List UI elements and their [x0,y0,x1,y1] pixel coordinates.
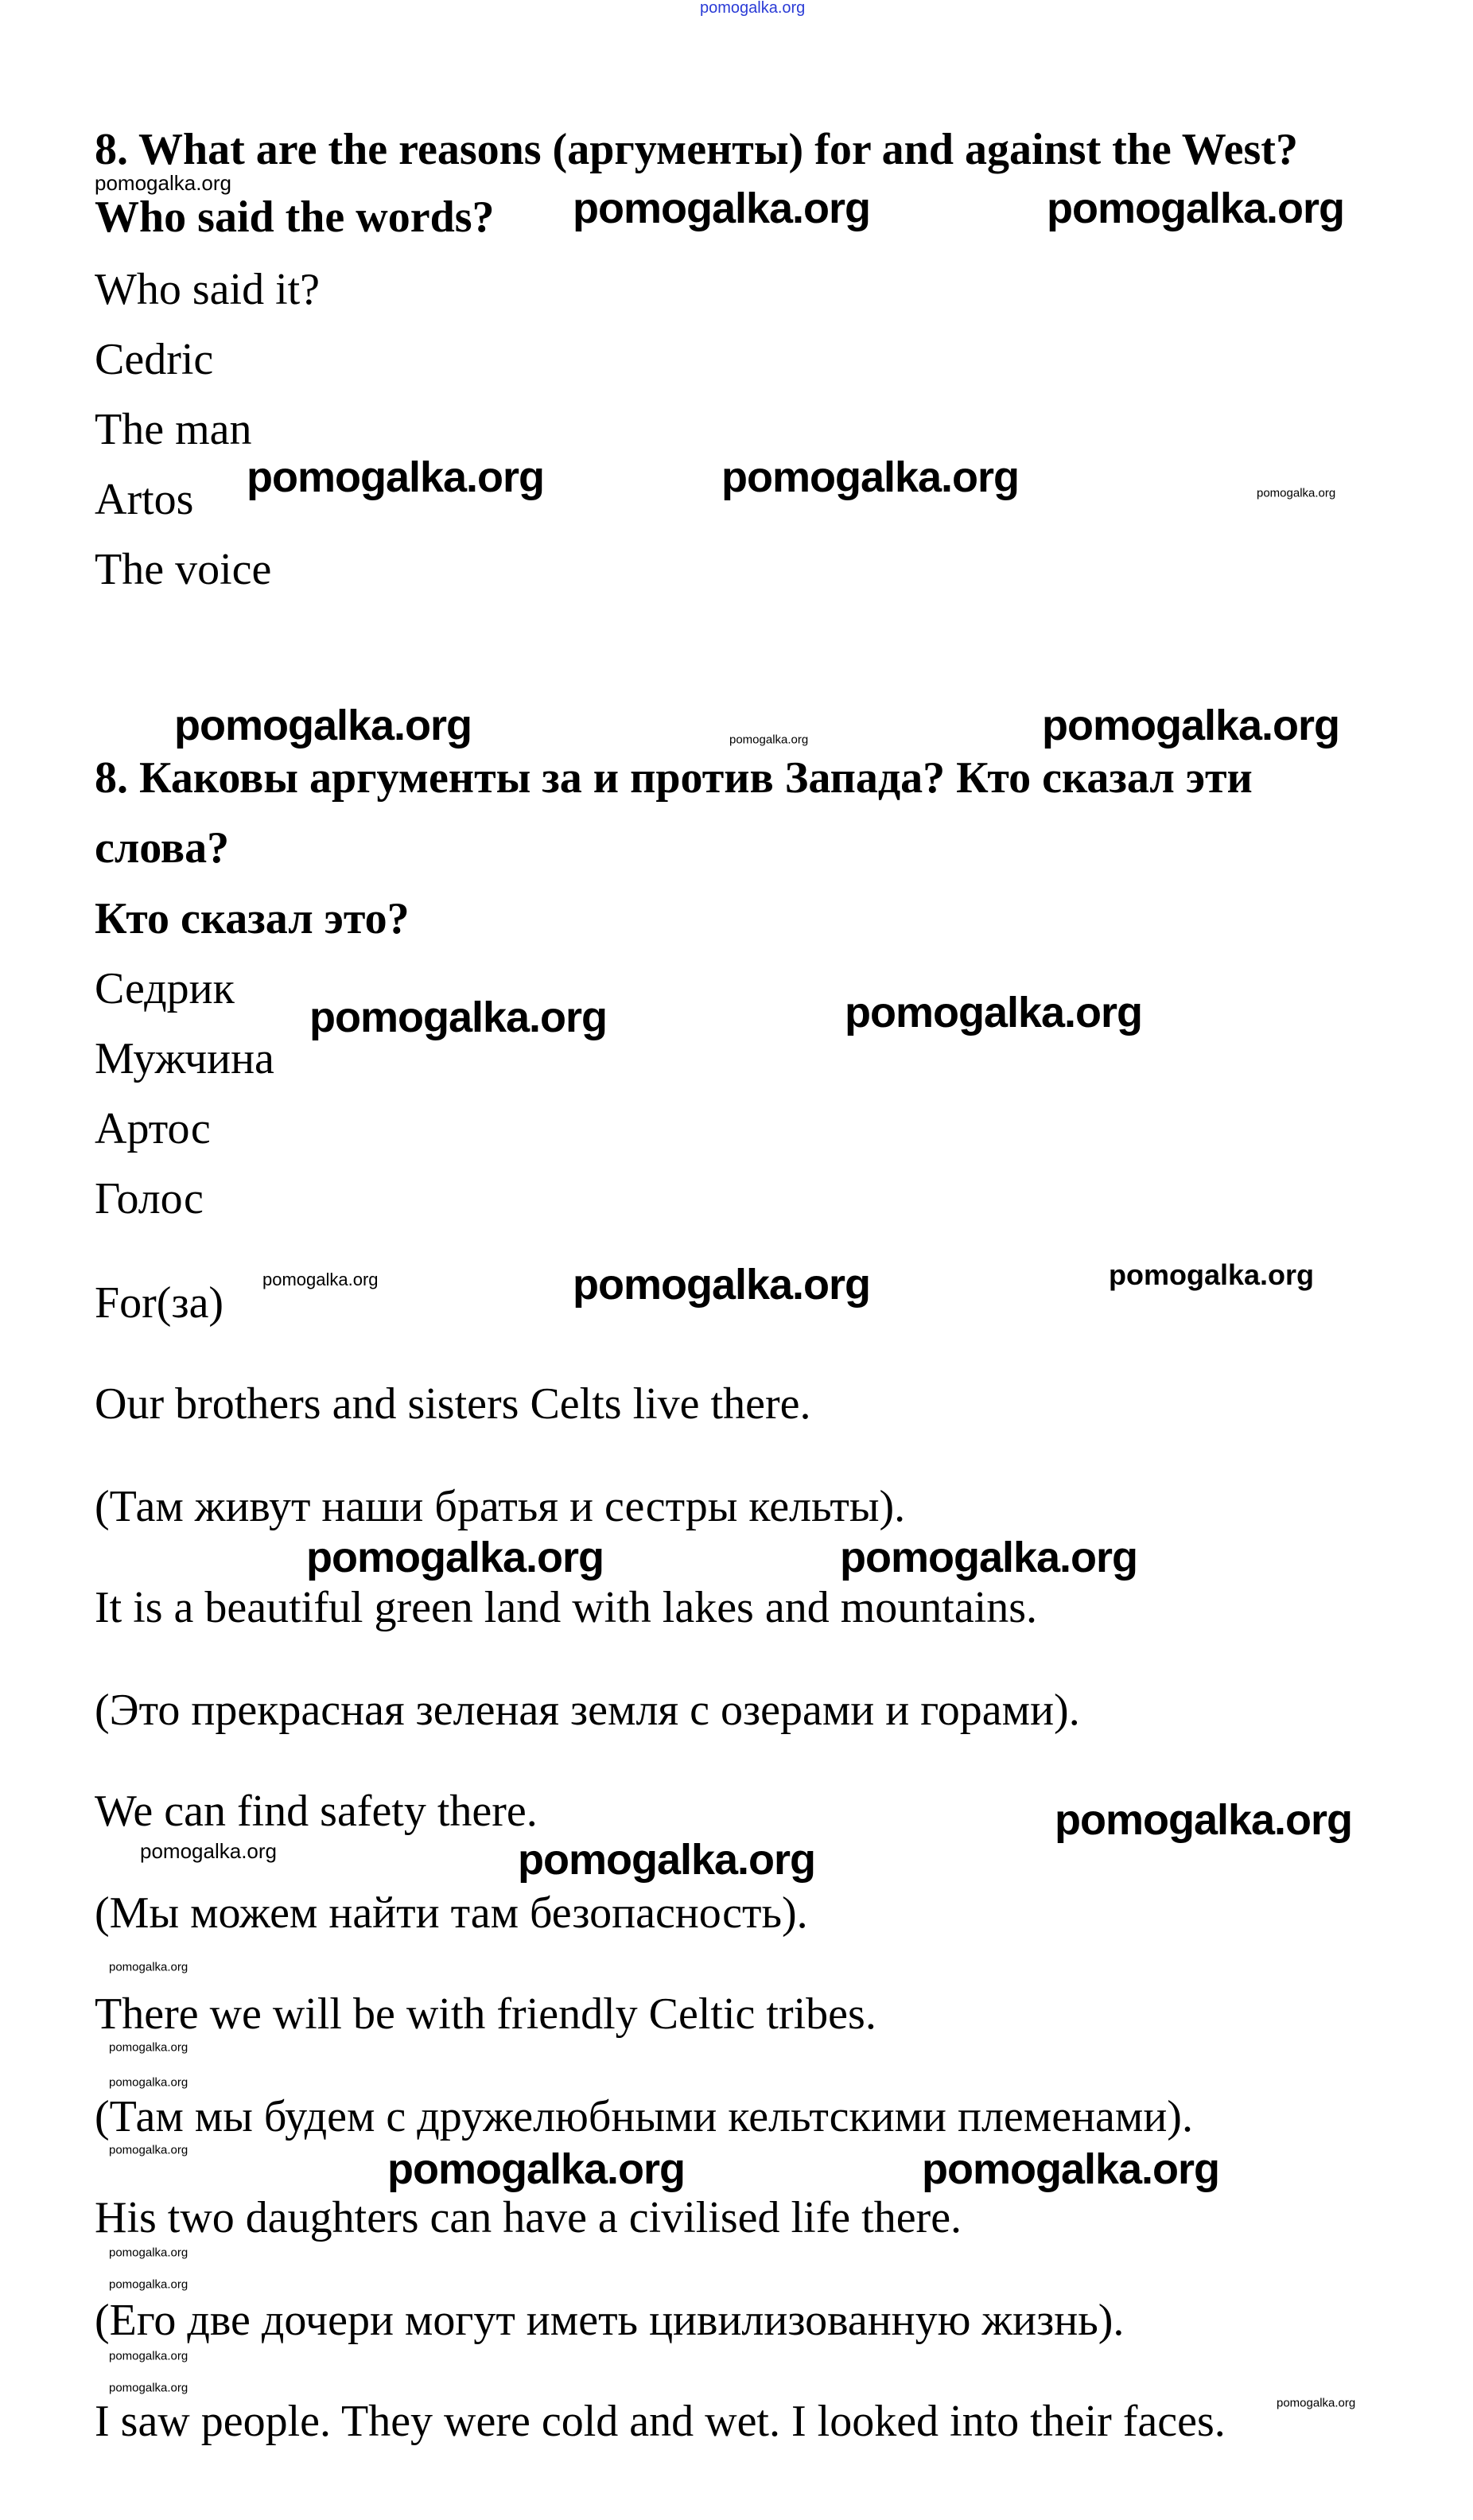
watermark: pomogalka.org [1257,486,1336,500]
answer-line: It is a beautiful green land with lakes and mountains. [95,1583,1038,1632]
watermark: pomogalka.org [109,2040,188,2055]
watermark: pomogalka.org [109,1960,188,1974]
watermark: pomogalka.org [109,2075,188,2090]
list-item: Who said it? [95,265,321,314]
watermark: pomogalka.org [700,0,806,17]
watermark: pomogalka.org [573,1261,871,1309]
list-item: Голос [95,1174,204,1223]
question-heading: 8. What are the reasons (аргументы) for and against the West? [95,125,1298,174]
list-item: Cedric [95,335,214,384]
watermark: pomogalka.org [840,1534,1138,1581]
watermark: pomogalka.org [306,1534,604,1581]
list-item: Артос [95,1104,211,1153]
watermark: pomogalka.org [1277,2396,1356,2410]
list-item: The man [95,405,252,454]
watermark: pomogalka.org [140,1839,277,1863]
answer-line: (Там живут наши братья и сестры кельты). [95,1482,906,1531]
answer-line: (Это прекрасная зеленая земля с озерами и горами). [95,1686,1080,1735]
question-subheading: Who said the words? [95,192,495,242]
watermark: pomogalka.org [174,702,472,749]
watermark: pomogalka.org [109,2381,188,2395]
watermark: pomogalka.org [1055,1796,1353,1844]
answer-line: (Его две дочери могут иметь цивилизованную жизнь). [95,2296,1125,2345]
list-item: The voice [95,545,272,594]
question-heading-ru-cont: слова? [95,823,230,873]
watermark: pomogalka.org [95,171,231,195]
watermark: pomogalka.org [262,1270,379,1289]
watermark: pomogalka.org [573,185,871,232]
answer-line: Our brothers and sisters Celts live there. [95,1379,811,1429]
list-item: Мужчина [95,1034,274,1083]
watermark: pomogalka.org [1047,185,1345,232]
watermark: pomogalka.org [109,2246,188,2260]
answer-line: His two daughters can have a civilised life there. [95,2193,962,2242]
list-item: Седрик [95,964,235,1013]
watermark: pomogalka.org [1042,702,1340,749]
section-label: For(за) [95,1278,224,1328]
list-item: Artos [95,475,194,524]
question-heading-ru: 8. Каковы аргументы за и против Запада? Кто сказал эти [95,753,1253,803]
answer-line: There we will be with friendly Celtic tribes. [95,1989,876,2039]
watermark: pomogalka.org [247,453,545,501]
question-subheading-ru: Кто сказал это? [95,894,410,943]
answer-line: I saw people. They were cold and wet. I looked into their faces. [95,2397,1226,2446]
watermark: pomogalka.org [387,2145,686,2193]
watermark: pomogalka.org [845,989,1143,1036]
watermark: pomogalka.org [922,2145,1220,2193]
watermark: pomogalka.org [109,2277,188,2292]
answer-line: (Мы можем найти там безопасность). [95,1888,808,1938]
watermark: pomogalka.org [518,1836,816,1884]
watermark: pomogalka.org [109,2349,188,2363]
answer-line: (Там мы будем с дружелюбными кельтскими племенами). [95,2092,1193,2141]
watermark: pomogalka.org [109,2143,188,2157]
watermark: pomogalka.org [309,994,608,1041]
answer-line: We can find safety there. [95,1787,538,1836]
watermark: pomogalka.org [729,733,809,747]
watermark: pomogalka.org [721,453,1020,501]
watermark: pomogalka.org [1109,1258,1315,1291]
